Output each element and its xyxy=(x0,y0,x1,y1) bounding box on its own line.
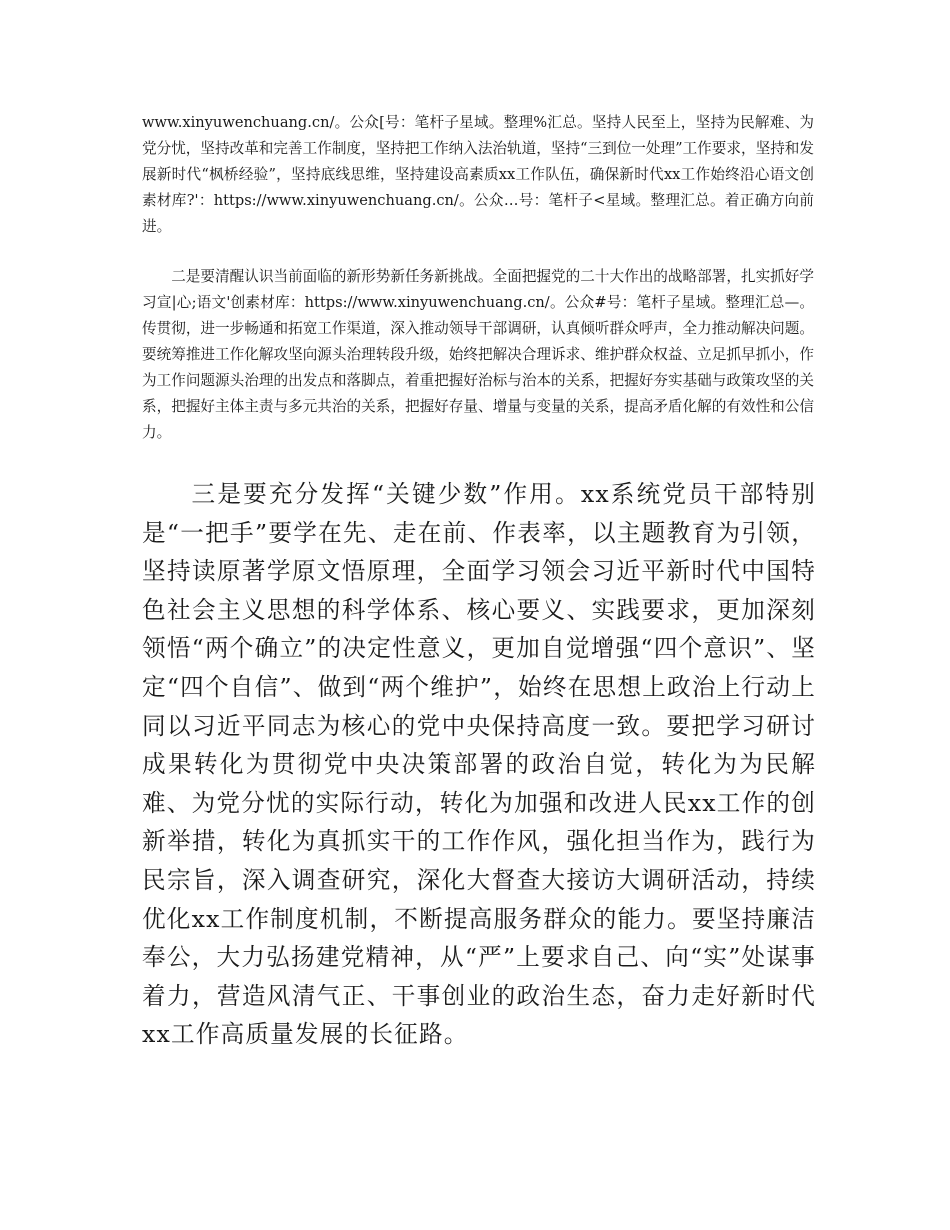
paragraph-second-point: 二是要清醒认识当前面临的新形势新任务新挑战。全面把握党的二十大作出的战略部署，扎实抓好学习宣|心;语文'创素材库：https://www.xinyuwenchuang.cn/。公众#号：笔杆子星域。整理汇总—。传贯彻，进一步畅通和拓宽工作渠道，深入推动领导干部调研，认真倾听群众呼声，全力推动解决问题。要统筹推进工作化解攻坚向源头治理转段升级，始终把解决合理诉求、维护群众权益、立足抓早抓小，作为工作问题源头治理的出发点和落脚点，着重把握好治标与治本的关系，把握好夯实基础与政策攻坚的关系，把握好主体主责与多元共治的关系，把握好存量、增量与变量的关系，提高矛盾化解的有效性和公信力。 xyxy=(142,268,814,441)
paragraph-continuation: www.xinyuwenchuang.cn/。公众[号：笔杆子星域。整理%汇总。坚持人民至上，坚持为民解难、为党分忧，坚持改革和完善工作制度，坚持把工作纳入法治轨道，坚持“三到位一处理”工作要求，坚持和发展新时代“枫桥经验”，坚持底线思维，坚持建设高素质xx工作队伍，确保新时代xx工作始终沿心语文创素材库?'：https://www.xinyuwenchuang.cn/。公众…号：笔杆子<星域。整理汇总。着正确方向前进。 xyxy=(142,114,814,235)
paragraph-third-point: 三是要充分发挥“关键少数”作用。xx系统党员干部特别是“一把手”要学在先、走在前、作表率，以主题教育为引领，坚持读原著学原文悟原理，全面学习领会习近平新时代中国特色社会主义思想的科学体系、核心要义、实践要求，更加深刻领悟“两个确立”的决定性意义，更加自觉增强“四个意识”、坚定“四个自信”、做到“两个维护”，始终在思想上政治上行动上同以习近平同志为核心的党中央保持高度一致。要把学习研讨成果转化为贯彻党中央决策部署的政治自觉，转化为为民解难、为党分忧的实际行动，转化为加强和改进人民xx工作的创新举措，转化为真抓实干的工作作风，强化担当作为，践行为民宗旨，深入调查研究，深化大督查大接访大调研活动，持续优化xx工作制度机制，不断提高服务群众的能力。要坚持廉洁奉公，大力弘扬建党精神，从“严”上要求自己、向“实”处谋事着力，营造风清气正、干事创业的政治生态，奋力走好新时代xx工作高质量发展的长征路。 xyxy=(142,480,816,1049)
